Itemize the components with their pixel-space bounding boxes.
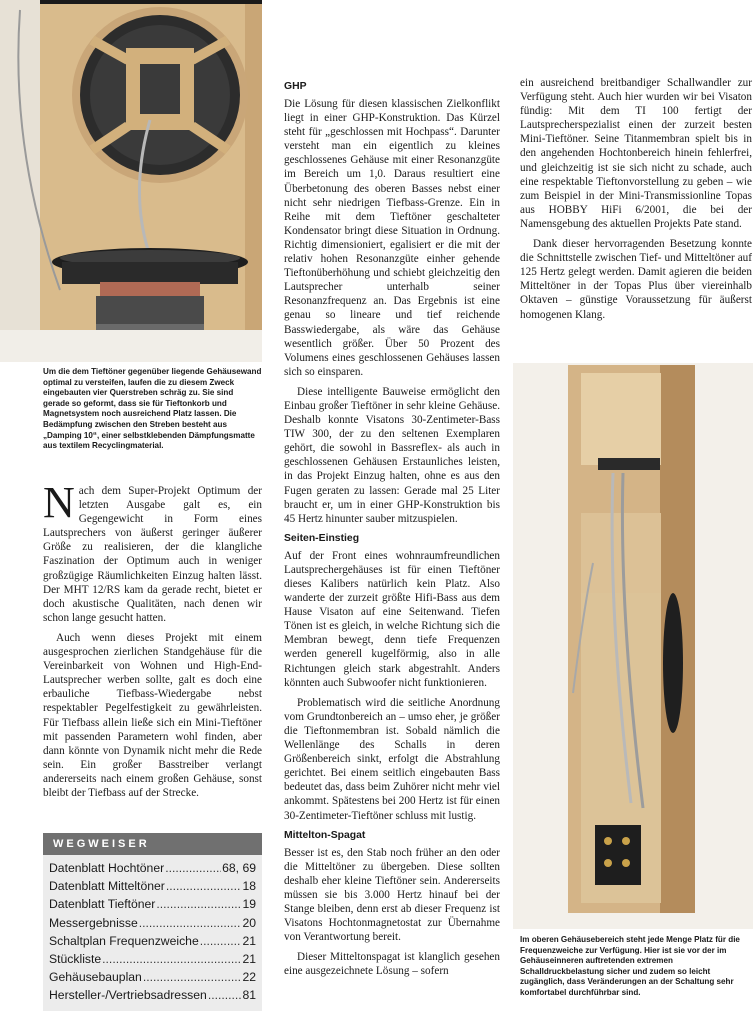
leader-dots <box>200 932 242 950</box>
wegweiser-item-page: 21 <box>242 933 256 948</box>
wegweiser-item-label: Gehäusebauplan <box>49 970 142 985</box>
leader-dots <box>208 986 242 1004</box>
cabinet-woofer-illustration <box>0 0 262 362</box>
wegweiser-item-page: 81 <box>242 988 256 1003</box>
wegweiser-item-page: 18 <box>242 879 256 894</box>
paragraph: ein ausreichend breitbandiger Schallwandler zur Verfügung steht. Auch hier wurden wir bei Visaton fündig: Mit dem TI 100 fertigt der Lautsprecherspezialist einen der zurzeit besten Mini-Tieftöner. Seine Titanmembran spielt bis in den angehenden Hochtonbereich hinein fehlerfrei, und gleichzeitig ist sie sich nicht zu schade, auch eine respektable Tieftonvorstellung zu geben – wie zum Beispiel in der Mini-Transmissionline Topas aus HOBBY HiFi 6/2001, die bei der Namensgebung des aktuellen Projekts Pate stand. <box>520 77 752 230</box>
wegweiser-item-label: Messergebnisse <box>49 915 138 930</box>
leader-dots <box>165 859 221 877</box>
wegweiser-item-label: Datenblatt Mitteltöner <box>49 879 165 894</box>
wegweiser-item <box>49 859 256 877</box>
wegweiser-item-page: 20 <box>242 915 256 930</box>
paragraph: Die Lösung für diesen klassischen Zielkonflikt liegt in einer GHP-Konstruktion. Das Kürzel steht für „geschlossen mit Hochpass“. Darunter versteht man ein eigentlich zu kleines geschlossenes Gehäuse mit einer Resonanzgüte im Bereich um 1,0. Daraus resultiert eine Überbetonung des oberen Basses nebst einer nicht sehr niedrigen Tiefbass-Grenze. Ein in Reihe mit dem Tieftöner geschalteter Kondensator bringt diese Situation in Ordnung. Richtig dimensioniert, egalisiert er die mit der relativ hohen Resonanzgüte einher gehende Tieftonüberhöhung und schiebt gleichzeitig den Lautsprecher unterhalb seiner Resonanzfrequenz an. Das Ergebnis ist eine genau so lineare und tief reichende Basswiedergabe, als wäre das Gehäuse wesentlich größer. Über 50 Prozent des Volumens eines geschlossenen Gehäuses lassen sich so einsparen. <box>284 98 500 378</box>
leader-dots <box>143 968 242 986</box>
wegweiser-item <box>49 895 256 913</box>
cabinet-crossover-illustration <box>513 363 753 929</box>
wegweiser-item-page: 21 <box>242 952 256 967</box>
wegweiser-title: WEGWEISER <box>43 833 262 855</box>
article-column-1 <box>43 478 262 806</box>
drop-cap: N <box>43 478 75 527</box>
wegweiser-item <box>49 968 256 986</box>
photo-caption-top: Um die dem Tieftöner gegenüber liegende Gehäusewand optimal zu versteifen, laufen die zu diesem Zweck eingebauten vier Querstreben schräg zu. Sie sind gerade so geformt, dass sie für Tieftonkorb und Magnetsystem noch ausreichend Platz lassen. Die Bedämpfung zwischen den Streben besteht aus „Damping 10“, einer selbstklebenden Dämpfungsmatte aus textilem Recyclingmaterial. <box>43 367 262 451</box>
paragraph: Diese intelligente Bauweise ermöglicht den Einbau großer Tieftöner in sehr kleine Gehäuse. Deshalb konnte Visatons 30-Zentimeter-Bass TIW 300, der zu den seltenen Exemplaren gehört, die sowohl in Bassreflex- als auch in geschlossenen Gehäusen Erstaunliches leisten, in das Projekt Einzug halten, ohne es aus den Fugen geraten zu lassen: Gerade mal 25 Liter braucht er, um in einer GHP-Konstruktion bis 45 Hertz hinunter sauber mitzuspielen. <box>284 385 500 525</box>
photo-cabinet-interior <box>0 0 262 362</box>
article-column-2 <box>284 76 500 984</box>
wegweiser-item <box>49 877 256 895</box>
paragraph: Auf der Front eines wohnraumfreundlichen Lautsprechergehäuses ist für einen Tieftöner dieses Kalibers natürlich kein Platz. Also wanderte der zurzeit größte Hifi-Bass aus dem Hause Visaton auf eine Seitenwand. Tiefen Tönen ist es gleich, in welche Richtung sich die Membran bewegt, denn tiefe Frequenzen werden generell kugelförmig, also in alle Richtungen gleich stark abgestrahlt. Anders könnten auch Subwoofer nicht funktionieren. <box>284 549 500 689</box>
photo-caption-right: Im oberen Gehäusebereich steht jede Menge Platz für die Frequenzweiche zur Verfügung. Hier ist sie vor der im Gehäuseinneren auftretenden extremen Schalldruckbelastung sicher und zudem so leicht zugänglich, dass Veränderungen an der Schaltung sehr komfortabel durchführbar sind. <box>520 935 740 997</box>
leader-dots <box>156 895 241 913</box>
leader-dots <box>139 914 242 932</box>
leader-dots <box>102 950 241 968</box>
article-column-3 <box>520 76 752 328</box>
wegweiser-item-page: 68, 69 <box>222 861 256 875</box>
wegweiser-list <box>43 855 262 1005</box>
wegweiser-item-page: 22 <box>242 970 256 985</box>
paragraph: ach dem Super-Projekt Optimum der letzten Ausgabe galt es, ein Gegengewicht in Form eines Lautsprechers von äußerst geringer äußerer Größe zu realisieren, der die klangliche Faszination der Optimum auch in weniger großzügige Räumlichkeiten Einzug halten lässt. Der MHT 12/RS kam da gerade recht, bietet er doch akustische Qualitäten, nach denen wir schon lange gesucht hatten. <box>43 485 262 624</box>
wegweiser-item <box>49 986 256 1004</box>
wegweiser-item-label: Hersteller-/Vertriebsadressen <box>49 988 207 1003</box>
section-heading-ghp: GHP <box>284 81 307 92</box>
section-heading-mittelton-spagat: Mittelton-Spagat <box>284 829 366 841</box>
wegweiser-item <box>49 950 256 968</box>
wegweiser-box <box>43 833 262 1011</box>
paragraph: Dieser Mitteltonspagat ist klanglich gesehen eine ausgezeichnete Lösung – sofern <box>284 951 500 978</box>
paragraph: Besser ist es, den Stab noch früher an den oder die Mitteltöner zu übergeben. Diese sollten deshalb eher kleine Tieftöner sein. Andererseits müssen sie bis 3.000 Hertz hinauf bei der Stange bleiben, denn erst ab dieser Frequenz ist Visatons Hochtonmagnetostat zur Übernahme von Verantwortung bereit. <box>284 846 500 944</box>
wegweiser-item-label: Datenblatt Hochtöner <box>49 861 165 875</box>
section-heading-seiten-einstieg: Seiten-Einstieg <box>284 532 360 544</box>
photo-cabinet-crossover <box>513 363 753 929</box>
wegweiser-item-label: Datenblatt Tieftöner <box>49 897 156 912</box>
wegweiser-item <box>49 914 256 932</box>
paragraph: Problematisch wird die seitliche Anordnung vom Grundtonbereich an – umso eher, je größer die Tieftonmembran ist. Sobald nämlich die Wellenlänge des Schalls in deren Größenbereich sinkt, erfolgt die Abstrahlung gerichtet. Bei einem seitlich eingebauten Bass bedeutet das, dass beim Zuhörer nicht mehr viel ankommt. Spätestens bei 200 Hertz ist für einen 30-Zentimeter-Tieftöner schluss mit lustig. <box>284 696 500 822</box>
wegweiser-item-page: 19 <box>242 897 256 912</box>
paragraph: Auch wenn dieses Projekt mit einem ausgesprochen zierlichen Standgehäuse für die Vereinbarkeit von Wohnen und High-End-Lautsprecher werben sollte, galt es doch eine erbauliche Tiefbass-Wiedergabe nebst respektabler Pegelfestigkeit zu gewährleisten. Für Tiefbass allein ließe sich ein Mini-Tieftöner mit passenden Parametern wohl finden, aber dann könnte von Dynamik nicht mehr die Rede sein. Ein großer Basstreiber verlangt andererseits nach einem großen Gehäuse, sonst bleibt der Tiefbass auf der Strecke. <box>43 631 262 799</box>
wegweiser-item-label: Stückliste <box>49 952 102 967</box>
leader-dots <box>166 877 242 895</box>
wegweiser-item <box>49 932 256 950</box>
wegweiser-item-label: Schaltplan Frequenzweiche <box>49 933 199 948</box>
paragraph: Dank dieser hervorragenden Besetzung konnte die Schnittstelle zwischen Tief- und Mitteltöner auf 125 Hertz gelegt werden. Damit agieren die beiden Mitteltöner in der Topas Plus über viereinhalb Oktaven – günstige Voraussetzung für äußerst homogenen Klang. <box>520 238 752 321</box>
